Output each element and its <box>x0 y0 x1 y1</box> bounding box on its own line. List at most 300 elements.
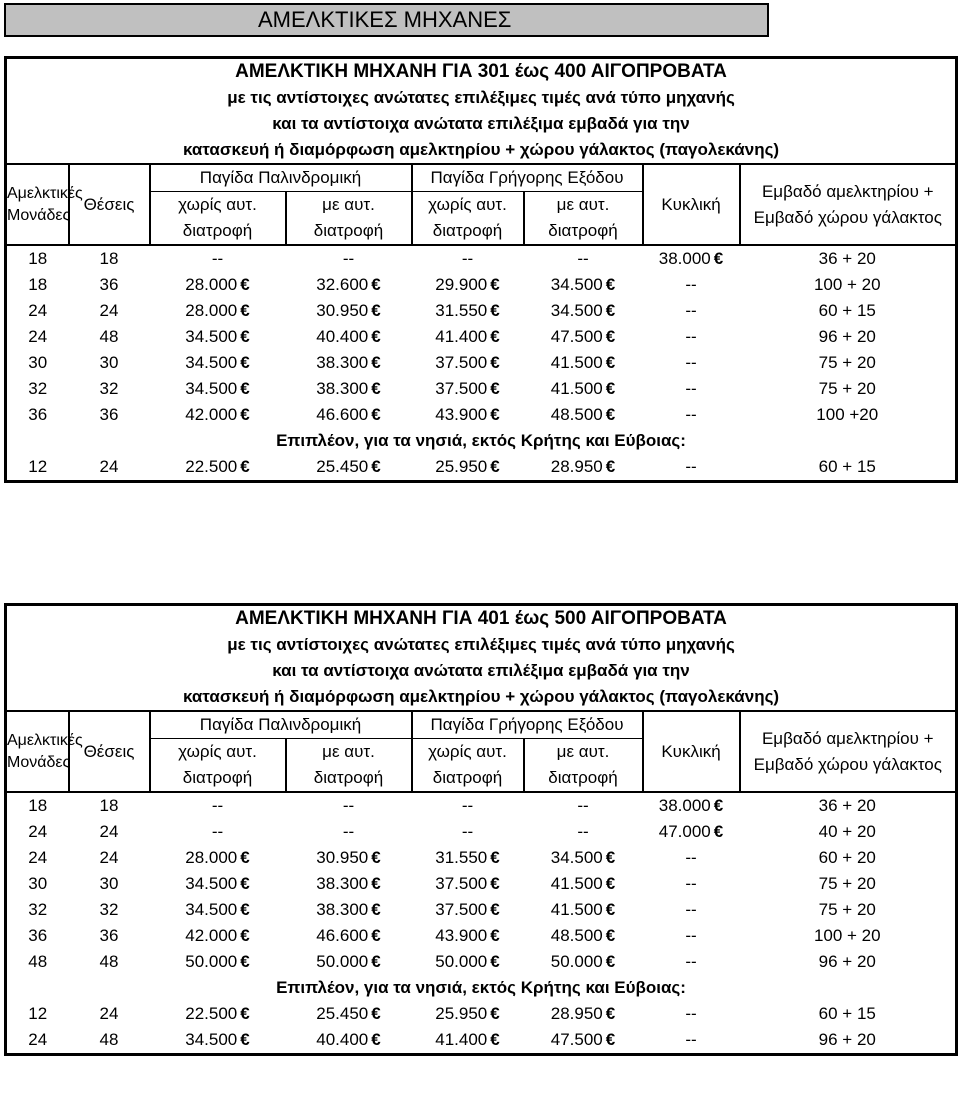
area-cell <box>740 272 957 298</box>
cell-value: -- <box>211 822 224 841</box>
cell-value: 32 <box>28 379 48 398</box>
cell-value: 100 + 20 <box>813 275 881 294</box>
cell-value: -- <box>461 796 474 815</box>
euro-sign: € <box>490 301 500 320</box>
cell-value: 34.500 <box>185 1030 238 1049</box>
price-cell <box>412 454 524 482</box>
islands-note <box>6 428 957 454</box>
table-subtitle-line <box>6 85 957 111</box>
data-row <box>6 454 957 482</box>
euro-sign: € <box>605 457 616 476</box>
price-cell <box>643 923 740 949</box>
cell-value: 31.550 <box>435 848 488 867</box>
note-text: Επιπλέον, για τα νησιά, εκτός Κρήτης και Εύβοιας: <box>276 431 686 450</box>
cell-value: 41.500 <box>550 874 603 893</box>
units-cell <box>6 245 69 272</box>
euro-sign: € <box>371 405 381 424</box>
cell-value: 43.900 <box>435 926 488 945</box>
price-cell <box>286 1027 412 1055</box>
circular-header: Κυκλική <box>643 164 740 245</box>
euro-sign: € <box>371 848 381 867</box>
cell-value: 40.400 <box>316 1030 369 1049</box>
cell-value: 34.500 <box>185 327 238 346</box>
title-row <box>6 684 957 711</box>
cell-value: 24 <box>28 327 48 346</box>
cell-value: 46.600 <box>316 405 369 424</box>
euro-sign: € <box>240 874 250 893</box>
price-cell <box>524 272 643 298</box>
euro-sign: € <box>605 1004 616 1023</box>
price-cell <box>150 402 286 428</box>
data-row <box>6 923 957 949</box>
cell-value: 37.500 <box>435 353 488 372</box>
euro-sign: € <box>240 275 250 294</box>
cell-value: -- <box>685 353 697 372</box>
seats-header: Θέσεις <box>69 164 150 245</box>
price-cell <box>524 350 643 376</box>
euro-sign: € <box>713 249 724 268</box>
cell-value: 60 + 15 <box>818 301 876 320</box>
cell-value: -- <box>211 249 224 268</box>
cell-value: 50.000 <box>435 952 488 971</box>
cell-value: 24 <box>99 301 119 320</box>
price-cell <box>286 897 412 923</box>
data-row <box>6 298 957 324</box>
cell-value: 30.950 <box>316 848 369 867</box>
cell-value: 36 <box>99 926 119 945</box>
cell-value: 42.000 <box>185 405 238 424</box>
cell-value: 24 <box>28 822 48 841</box>
cell-value: 30 <box>99 353 119 372</box>
price-cell <box>286 350 412 376</box>
cell-value: 18 <box>99 796 119 815</box>
price-cell <box>524 897 643 923</box>
units-cell <box>6 871 69 897</box>
euro-sign: € <box>490 1004 500 1023</box>
data-row <box>6 897 957 923</box>
title-text: ΑΜΕΛΚΤΙΚΗ ΜΗΧΑΝΗ ΓΙΑ 401 έως 500 ΑΙΓΟΠΡΟΒΑΤΑ <box>235 608 727 629</box>
euro-sign: € <box>371 457 381 476</box>
price-cell <box>524 792 643 819</box>
euro-sign: € <box>713 822 724 841</box>
euro-sign: € <box>490 848 500 867</box>
price-cell <box>412 1001 524 1027</box>
euro-sign: € <box>240 900 250 919</box>
data-row <box>6 845 957 871</box>
cell-value: 25.950 <box>435 457 488 476</box>
euro-sign: € <box>371 1030 381 1049</box>
price-cell <box>524 245 643 272</box>
euro-sign: € <box>490 952 500 971</box>
cell-value: 37.500 <box>435 379 488 398</box>
units-cell <box>6 819 69 845</box>
cell-value: 38.300 <box>316 900 369 919</box>
seats-cell <box>69 871 150 897</box>
units-cell <box>6 324 69 350</box>
area-cell <box>740 923 957 949</box>
price-cell <box>286 949 412 975</box>
cell-value: 28.000 <box>185 275 238 294</box>
price-cell <box>412 402 524 428</box>
area-cell <box>740 871 957 897</box>
cell-value: 75 + 20 <box>818 379 876 398</box>
euro-sign: € <box>240 379 250 398</box>
euro-sign: € <box>490 1030 500 1049</box>
cell-value: 40 + 20 <box>818 822 876 841</box>
price-cell <box>412 272 524 298</box>
price-cell <box>286 1001 412 1027</box>
euro-sign: € <box>605 926 616 945</box>
cell-value: 32 <box>99 379 119 398</box>
euro-sign: € <box>605 874 616 893</box>
units-cell <box>6 923 69 949</box>
price-cell <box>412 923 524 949</box>
cell-value: -- <box>685 1004 697 1023</box>
price-cell <box>286 454 412 482</box>
cell-value: 38.000 <box>658 796 711 815</box>
euro-sign: € <box>490 275 500 294</box>
price-cell <box>524 1027 643 1055</box>
units-cell <box>6 1027 69 1055</box>
cell-value: -- <box>577 796 589 815</box>
price-cell <box>643 949 740 975</box>
area-cell <box>740 792 957 819</box>
price-cell <box>150 871 286 897</box>
units-cell <box>6 792 69 819</box>
header-row <box>6 164 957 192</box>
price-cell <box>150 1027 286 1055</box>
euro-sign: € <box>371 275 381 294</box>
cell-value: -- <box>685 874 697 893</box>
euro-sign: € <box>240 1004 250 1023</box>
area-cell <box>740 298 957 324</box>
seats-cell <box>69 454 150 482</box>
cell-value: 28.950 <box>550 1004 603 1023</box>
price-cell <box>286 324 412 350</box>
price-cell <box>524 402 643 428</box>
cell-value: 37.500 <box>435 874 488 893</box>
price-cell <box>412 897 524 923</box>
price-cell <box>412 324 524 350</box>
cell-value: -- <box>211 796 224 815</box>
group-header-reciprocating: Παγίδα Παλινδρομική <box>150 711 412 739</box>
price-cell <box>412 819 524 845</box>
price-cell <box>524 949 643 975</box>
cell-value: 60 + 20 <box>818 848 876 867</box>
price-cell <box>524 871 643 897</box>
cell-value: 40.400 <box>316 327 369 346</box>
price-cell <box>643 298 740 324</box>
cell-value: 60 + 15 <box>818 457 876 476</box>
title-row <box>6 85 957 111</box>
data-row <box>6 376 957 402</box>
cell-value: 100 +20 <box>816 405 879 424</box>
price-cell <box>643 376 740 402</box>
euro-sign: € <box>240 405 250 424</box>
title-text: κατασκευή ή διαμόρφωση αμελκτηρίου + χώρου γάλακτος (παγολεκάνης) <box>182 687 780 706</box>
euro-sign: € <box>713 796 724 815</box>
price-cell <box>150 949 286 975</box>
data-row <box>6 949 957 975</box>
euro-sign: € <box>371 353 381 372</box>
price-cell <box>150 454 286 482</box>
euro-sign: € <box>605 1030 616 1049</box>
with-feed-header: με αυτ. διατροφή <box>524 192 643 246</box>
cell-value: 48 <box>99 952 119 971</box>
cell-value: 34.500 <box>550 275 603 294</box>
table-subtitle-line <box>6 658 957 684</box>
cell-value: 41.400 <box>435 1030 488 1049</box>
units-cell <box>6 376 69 402</box>
cell-value: -- <box>685 405 697 424</box>
price-cell <box>524 298 643 324</box>
area-header: Εμβαδό αμελκτηρίου + Εμβαδό χώρου γάλακτος <box>740 164 957 245</box>
price-cell <box>286 298 412 324</box>
cell-value: -- <box>685 900 697 919</box>
euro-sign: € <box>490 379 500 398</box>
table-title <box>6 58 957 86</box>
cell-value: 36 + 20 <box>818 796 876 815</box>
price-cell <box>286 245 412 272</box>
euro-sign: € <box>240 848 250 867</box>
price-cell <box>150 897 286 923</box>
price-cell <box>286 845 412 871</box>
price-cell <box>286 923 412 949</box>
cell-value: 28.950 <box>550 457 603 476</box>
cell-value: 12 <box>28 457 48 476</box>
units-cell <box>6 897 69 923</box>
price-table-1 <box>4 56 958 483</box>
cell-value: 18 <box>99 249 119 268</box>
area-cell <box>740 324 957 350</box>
cell-value: -- <box>685 457 697 476</box>
area-cell <box>740 819 957 845</box>
no-feed-header: χωρίς αυτ. διατροφή <box>150 192 286 246</box>
note-row <box>6 428 957 454</box>
cell-value: 38.300 <box>316 379 369 398</box>
units-header: Αμελκτικές Μονάδες <box>6 711 69 792</box>
group-header-fast-exit: Παγίδα Γρήγορης Εξόδου <box>412 164 643 192</box>
data-row <box>6 272 957 298</box>
price-cell <box>524 324 643 350</box>
cell-value: 24 <box>99 822 119 841</box>
price-cell <box>286 272 412 298</box>
units-header: Αμελκτικές Μονάδες <box>6 164 69 245</box>
price-cell <box>412 871 524 897</box>
cell-value: -- <box>685 1030 697 1049</box>
price-cell <box>412 792 524 819</box>
seats-cell <box>69 845 150 871</box>
seats-cell <box>69 949 150 975</box>
table-subtitle-line <box>6 111 957 137</box>
price-cell <box>150 272 286 298</box>
cell-value: 38.300 <box>316 353 369 372</box>
title-row <box>6 605 957 633</box>
cell-value: 48.500 <box>550 926 603 945</box>
cell-value: 47.000 <box>658 822 711 841</box>
price-cell <box>524 454 643 482</box>
cell-value: 38.300 <box>316 874 369 893</box>
no-feed-header: χωρίς αυτ. διατροφή <box>412 739 524 793</box>
group-header-reciprocating: Παγίδα Παλινδρομική <box>150 164 412 192</box>
data-row <box>6 402 957 428</box>
price-cell <box>524 1001 643 1027</box>
cell-value: 34.500 <box>185 900 238 919</box>
price-cell <box>643 402 740 428</box>
price-cell <box>286 402 412 428</box>
data-row <box>6 350 957 376</box>
price-cell <box>412 845 524 871</box>
price-cell <box>643 871 740 897</box>
area-cell <box>740 454 957 482</box>
cell-value: 96 + 20 <box>818 952 876 971</box>
cell-value: 96 + 20 <box>818 1030 876 1049</box>
cell-value: 24 <box>99 457 119 476</box>
cell-value: 32 <box>99 900 119 919</box>
cell-value: 18 <box>28 249 48 268</box>
cell-value: -- <box>342 822 355 841</box>
price-cell <box>643 1027 740 1055</box>
price-cell <box>643 897 740 923</box>
euro-sign: € <box>490 327 500 346</box>
cell-value: 30 <box>28 353 48 372</box>
price-cell <box>150 245 286 272</box>
seats-cell <box>69 819 150 845</box>
price-cell <box>412 949 524 975</box>
area-cell <box>740 376 957 402</box>
cell-value: -- <box>577 249 589 268</box>
cell-value: 25.450 <box>316 1004 369 1023</box>
cell-value: 25.950 <box>435 1004 488 1023</box>
price-cell <box>643 454 740 482</box>
price-cell <box>286 819 412 845</box>
price-cell <box>286 792 412 819</box>
seats-cell <box>69 324 150 350</box>
cell-value: 36 <box>28 405 48 424</box>
seats-cell <box>69 245 150 272</box>
cell-value: 36 <box>28 926 48 945</box>
data-row <box>6 324 957 350</box>
euro-sign: € <box>371 926 381 945</box>
cell-value: 24 <box>28 848 48 867</box>
cell-value: 32.600 <box>316 275 369 294</box>
cell-value: 28.000 <box>185 848 238 867</box>
islands-note <box>6 975 957 1001</box>
seats-cell <box>69 376 150 402</box>
cell-value: 47.500 <box>550 327 603 346</box>
price-cell <box>150 819 286 845</box>
cell-value: 41.500 <box>550 379 603 398</box>
cell-value: 41.500 <box>550 353 603 372</box>
euro-sign: € <box>240 926 250 945</box>
cell-value: 36 <box>99 405 119 424</box>
units-cell <box>6 1001 69 1027</box>
cell-value: 46.600 <box>316 926 369 945</box>
cell-value: 47.500 <box>550 1030 603 1049</box>
cell-value: 38.000 <box>658 249 711 268</box>
euro-sign: € <box>240 353 250 372</box>
cell-value: -- <box>685 926 697 945</box>
cell-value: 24 <box>28 301 48 320</box>
cell-value: 30 <box>28 874 48 893</box>
price-cell <box>524 845 643 871</box>
group-header-fast-exit: Παγίδα Γρήγορης Εξόδου <box>412 711 643 739</box>
price-cell <box>150 324 286 350</box>
cell-value: 32 <box>28 900 48 919</box>
area-cell <box>740 949 957 975</box>
cell-value: 75 + 20 <box>818 874 876 893</box>
price-cell <box>150 923 286 949</box>
area-cell <box>740 897 957 923</box>
with-feed-header: με αυτ. διατροφή <box>286 739 412 793</box>
price-cell <box>412 298 524 324</box>
price-cell <box>643 845 740 871</box>
seats-cell <box>69 1027 150 1055</box>
cell-value: -- <box>577 822 589 841</box>
seats-cell <box>69 923 150 949</box>
cell-value: 50.000 <box>316 952 369 971</box>
cell-value: 50.000 <box>185 952 238 971</box>
area-cell <box>740 245 957 272</box>
cell-value: 36 <box>99 275 119 294</box>
page-title: ΑΜΕΛΚΤΙΚΕΣ ΜΗΧΑΝΕΣ <box>4 3 769 37</box>
units-cell <box>6 949 69 975</box>
seats-cell <box>69 298 150 324</box>
price-cell <box>412 1027 524 1055</box>
euro-sign: € <box>605 379 616 398</box>
data-row <box>6 792 957 819</box>
price-cell <box>150 845 286 871</box>
circular-header: Κυκλική <box>643 711 740 792</box>
price-cell <box>412 376 524 402</box>
price-cell <box>150 376 286 402</box>
cell-value: 36 + 20 <box>818 249 876 268</box>
seats-cell <box>69 272 150 298</box>
cell-value: 30.950 <box>316 301 369 320</box>
euro-sign: € <box>240 301 250 320</box>
cell-value: 22.500 <box>185 457 238 476</box>
cell-value: 31.550 <box>435 301 488 320</box>
euro-sign: € <box>371 1004 381 1023</box>
cell-value: -- <box>685 379 697 398</box>
price-table-2 <box>4 603 958 1056</box>
cell-value: 43.900 <box>435 405 488 424</box>
cell-value: -- <box>342 796 355 815</box>
euro-sign: € <box>605 405 616 424</box>
price-cell <box>643 792 740 819</box>
data-row <box>6 1001 957 1027</box>
no-feed-header: χωρίς αυτ. διατροφή <box>150 739 286 793</box>
units-cell <box>6 350 69 376</box>
cell-value: 29.900 <box>435 275 488 294</box>
title-row <box>6 58 957 86</box>
euro-sign: € <box>605 900 616 919</box>
seats-cell <box>69 402 150 428</box>
cell-value: 50.000 <box>550 952 603 971</box>
title-text: κατασκευή ή διαμόρφωση αμελκτηρίου + χώρου γάλακτος (παγολεκάνης) <box>182 140 780 159</box>
euro-sign: € <box>371 327 381 346</box>
cell-value: 22.500 <box>185 1004 238 1023</box>
cell-value: 30 <box>99 874 119 893</box>
euro-sign: € <box>490 353 500 372</box>
euro-sign: € <box>490 457 500 476</box>
price-cell <box>286 871 412 897</box>
data-row <box>6 245 957 272</box>
euro-sign: € <box>490 874 500 893</box>
euro-sign: € <box>371 952 381 971</box>
table-subtitle-line <box>6 684 957 711</box>
cell-value: 34.500 <box>550 301 603 320</box>
